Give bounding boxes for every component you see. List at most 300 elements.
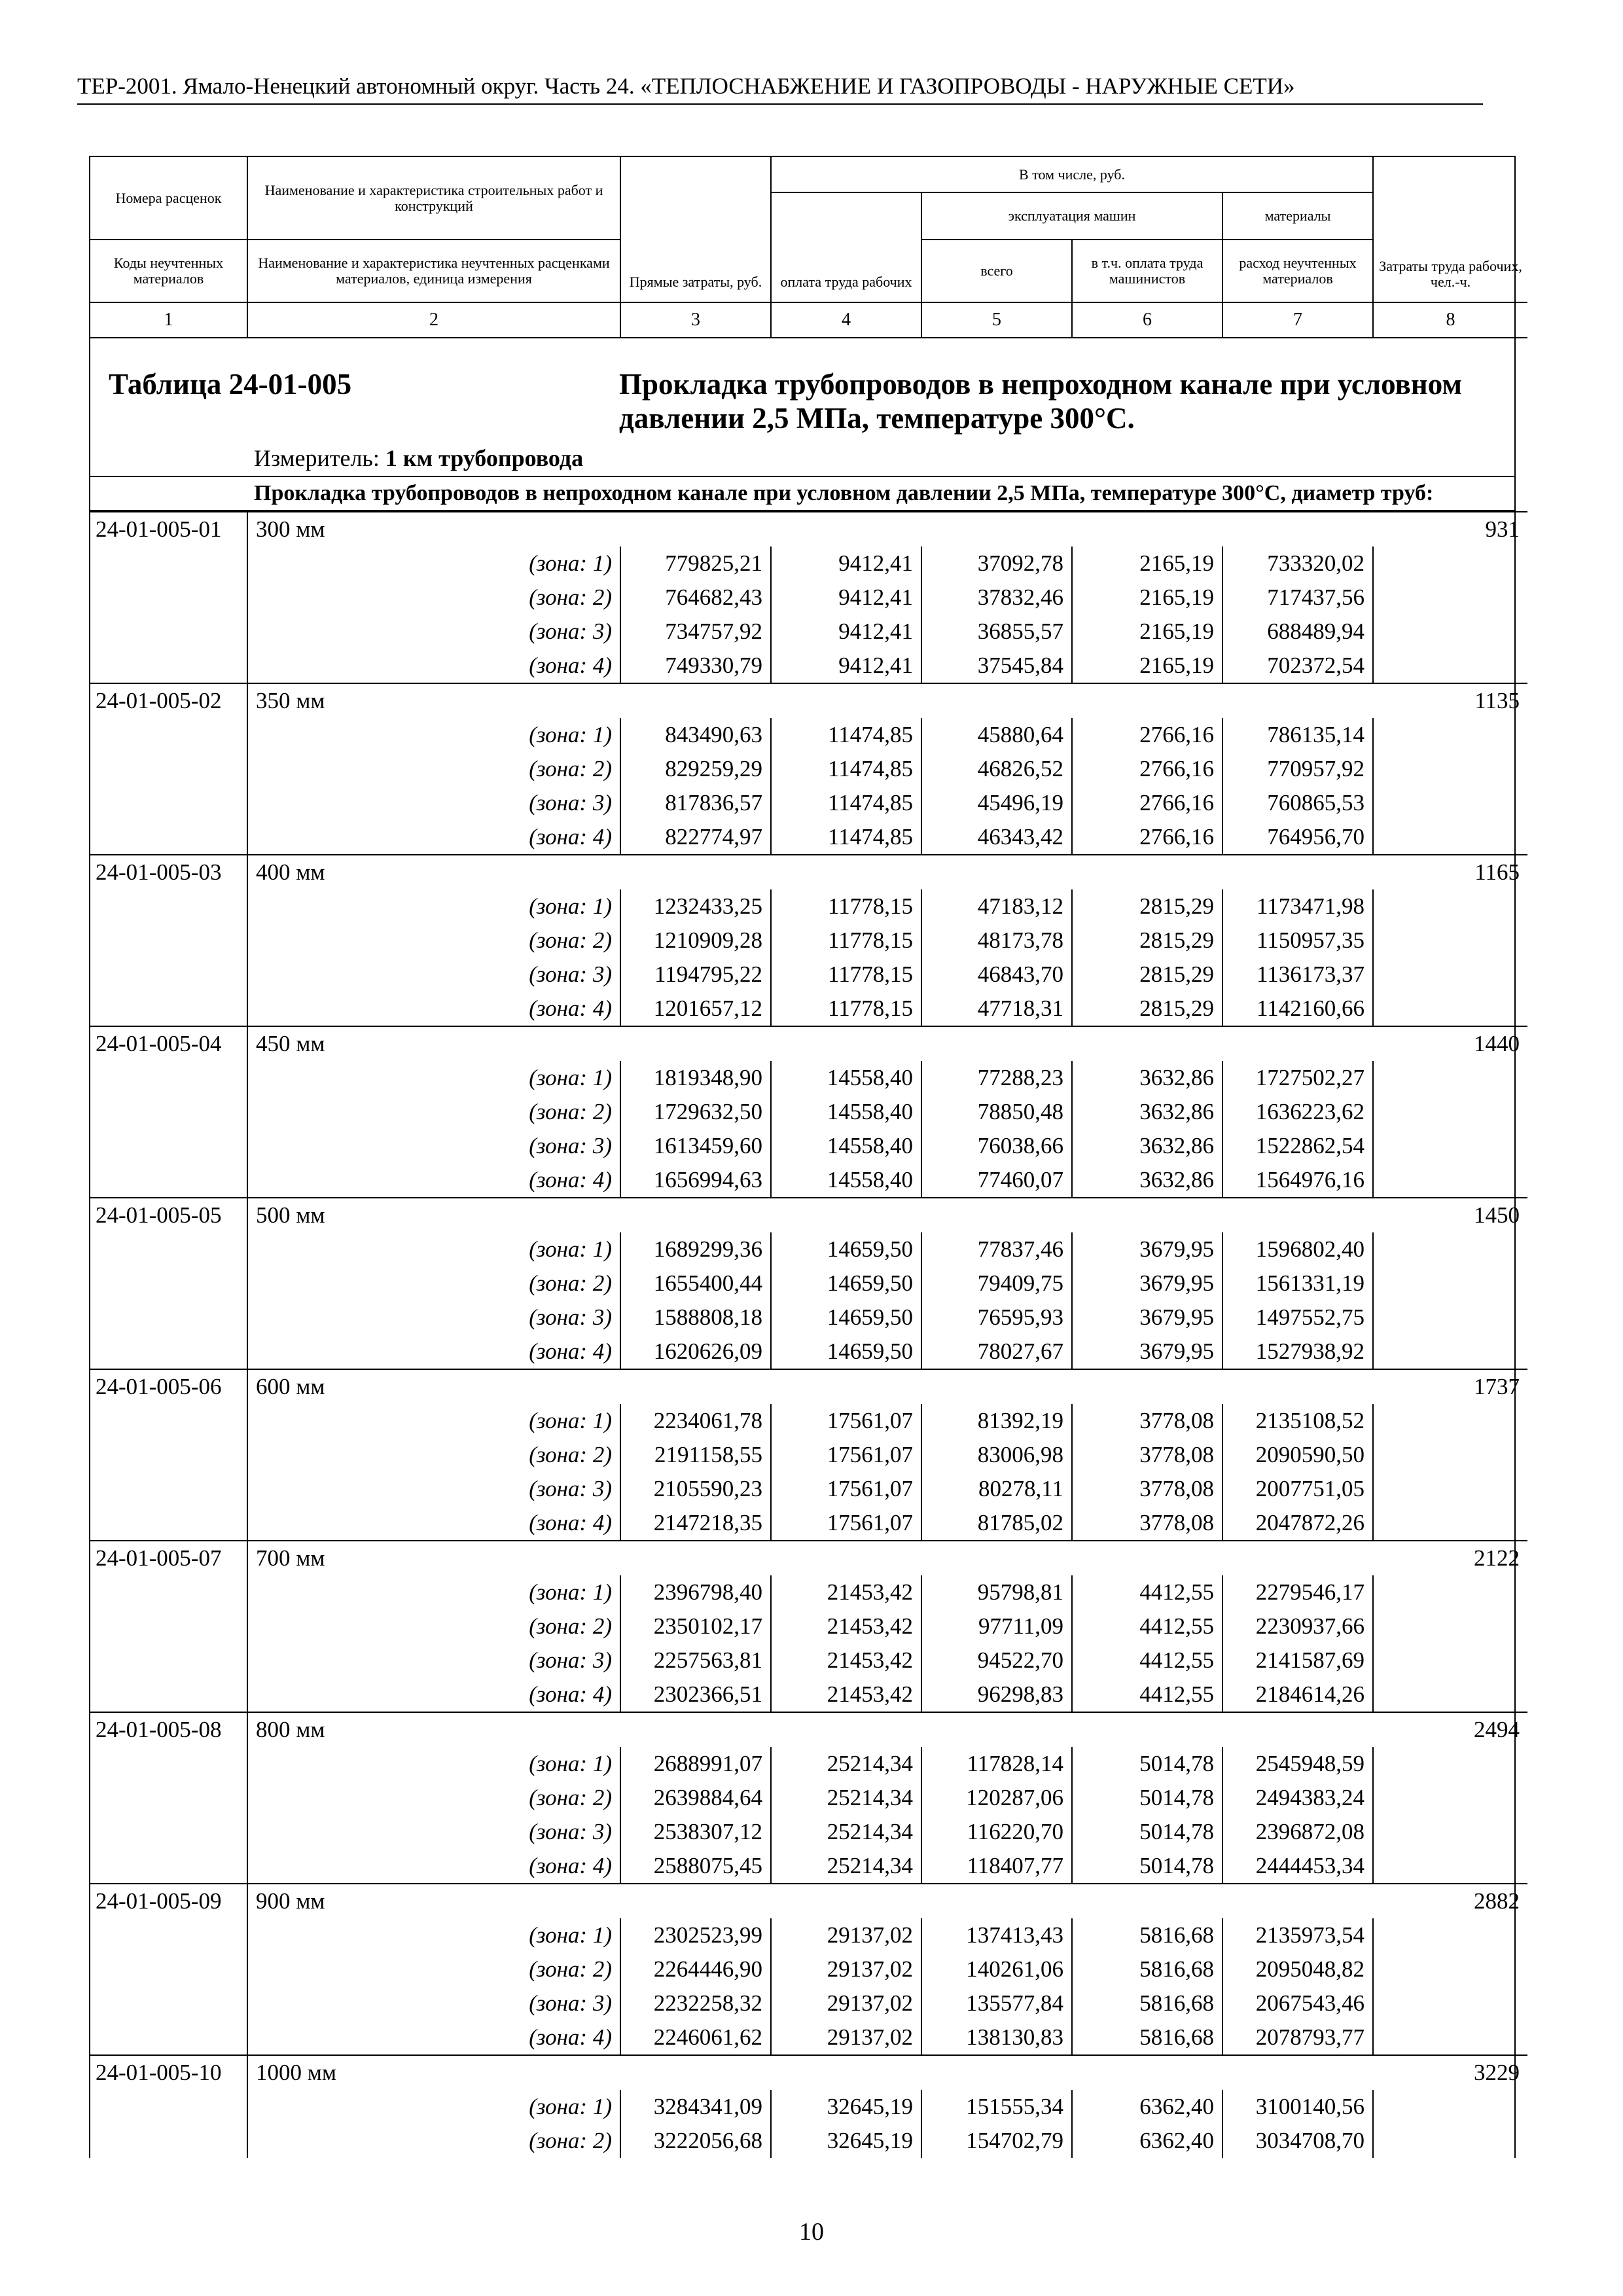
price-code: 24-01-005-03 bbox=[90, 855, 247, 889]
machines-total: 47183,12 bbox=[921, 889, 1072, 924]
materials-cost: 702372,54 bbox=[1222, 649, 1373, 683]
work-name: 800 мм bbox=[247, 1712, 620, 1747]
page-number: 10 bbox=[799, 2218, 824, 2246]
machines-pay: 5816,68 bbox=[1072, 2020, 1222, 2055]
zone-row bbox=[90, 1918, 1527, 1952]
labor-pay: 21453,42 bbox=[771, 1643, 921, 1677]
machines-pay: 2165,19 bbox=[1072, 649, 1222, 683]
materials-cost: 1173471,98 bbox=[1222, 889, 1373, 924]
labor-pay: 14558,40 bbox=[771, 1095, 921, 1129]
col-number: 2 bbox=[247, 302, 620, 338]
col-direct: Прямые затраты, руб. bbox=[620, 157, 771, 302]
labor-cost: 1440 bbox=[1373, 1026, 1527, 1061]
direct-cost: 779825,21 bbox=[620, 547, 771, 581]
labor-pay: 32645,19 bbox=[771, 2124, 921, 2158]
direct-cost: 1819348,90 bbox=[620, 1061, 771, 1095]
price-table bbox=[89, 156, 1522, 2158]
direct-cost: 2234061,78 bbox=[620, 1404, 771, 1438]
labor-pay: 11474,85 bbox=[771, 752, 921, 786]
machines-pay: 3778,08 bbox=[1072, 1472, 1222, 1506]
direct-cost: 2105590,23 bbox=[620, 1472, 771, 1506]
machines-total: 94522,70 bbox=[921, 1643, 1072, 1677]
machines-pay: 4412,55 bbox=[1072, 1643, 1222, 1677]
zone-row bbox=[90, 615, 1527, 649]
labor-cost: 2882 bbox=[1373, 1884, 1527, 1918]
col-materials: материалы bbox=[1222, 192, 1373, 240]
labor-pay: 11474,85 bbox=[771, 820, 921, 855]
machines-pay: 2766,16 bbox=[1072, 752, 1222, 786]
machines-pay: 3632,86 bbox=[1072, 1163, 1222, 1198]
machines-total: 80278,11 bbox=[921, 1472, 1072, 1506]
labor-pay: 25214,34 bbox=[771, 1849, 921, 1884]
price-item-row bbox=[90, 512, 1527, 547]
direct-cost: 1210909,28 bbox=[620, 924, 771, 958]
machines-pay: 3632,86 bbox=[1072, 1095, 1222, 1129]
materials-cost: 2494383,24 bbox=[1222, 1781, 1373, 1815]
direct-cost: 2639884,64 bbox=[620, 1781, 771, 1815]
col-labor-cost: Затраты труда рабочих, чел.-ч. bbox=[1373, 157, 1527, 302]
zone-label: (зона: 3) bbox=[247, 1472, 620, 1506]
labor-pay: 11474,85 bbox=[771, 786, 921, 820]
machines-total: 135577,84 bbox=[921, 1986, 1072, 2020]
zone-label: (зона: 3) bbox=[247, 1129, 620, 1163]
materials-cost: 3034708,70 bbox=[1222, 2124, 1373, 2158]
price-code: 24-01-005-07 bbox=[90, 1541, 247, 1575]
zone-label: (зона: 4) bbox=[247, 1163, 620, 1198]
machines-total: 76038,66 bbox=[921, 1129, 1072, 1163]
materials-cost: 2396872,08 bbox=[1222, 1815, 1373, 1849]
zone-label: (зона: 3) bbox=[247, 786, 620, 820]
materials-cost: 770957,92 bbox=[1222, 752, 1373, 786]
machines-pay: 2766,16 bbox=[1072, 820, 1222, 855]
machines-total: 83006,98 bbox=[921, 1438, 1072, 1472]
machines-pay: 5816,68 bbox=[1072, 1952, 1222, 1986]
zone-label: (зона: 4) bbox=[247, 1849, 620, 1884]
col-name-bottom: Наименование и характеристика неучтенных расценками материалов, единица измерения bbox=[247, 240, 620, 302]
table-title-block bbox=[90, 338, 1514, 477]
direct-cost: 2350102,17 bbox=[620, 1609, 771, 1643]
col-number: 8 bbox=[1373, 302, 1527, 338]
direct-cost: 1588808,18 bbox=[620, 1300, 771, 1335]
work-name: 400 мм bbox=[247, 855, 620, 889]
zone-row bbox=[90, 1404, 1527, 1438]
col-machines-total: всего bbox=[921, 240, 1072, 302]
machines-pay: 2766,16 bbox=[1072, 786, 1222, 820]
labor-pay: 17561,07 bbox=[771, 1506, 921, 1541]
zone-label: (зона: 1) bbox=[247, 1232, 620, 1266]
machines-pay: 5816,68 bbox=[1072, 1918, 1222, 1952]
machines-total: 154702,79 bbox=[921, 2124, 1072, 2158]
zone-label: (зона: 1) bbox=[247, 1404, 620, 1438]
machines-total: 45496,19 bbox=[921, 786, 1072, 820]
materials-cost: 2444453,34 bbox=[1222, 1849, 1373, 1884]
materials-cost: 688489,94 bbox=[1222, 615, 1373, 649]
machines-total: 37545,84 bbox=[921, 649, 1072, 683]
labor-pay: 14558,40 bbox=[771, 1163, 921, 1198]
labor-cost: 2122 bbox=[1373, 1541, 1527, 1575]
direct-cost: 3222056,68 bbox=[620, 2124, 771, 2158]
zone-row bbox=[90, 2090, 1527, 2124]
machines-pay: 2815,29 bbox=[1072, 958, 1222, 992]
direct-cost: 2232258,32 bbox=[620, 1986, 771, 2020]
price-item-row bbox=[90, 1884, 1527, 1918]
labor-pay: 29137,02 bbox=[771, 2020, 921, 2055]
materials-cost: 2067543,46 bbox=[1222, 1986, 1373, 2020]
work-name: 1000 мм bbox=[247, 2055, 620, 2090]
zone-label: (зона: 3) bbox=[247, 1643, 620, 1677]
zone-label: (зона: 2) bbox=[247, 1095, 620, 1129]
labor-cost: 2494 bbox=[1373, 1712, 1527, 1747]
machines-total: 77460,07 bbox=[921, 1163, 1072, 1198]
zone-row bbox=[90, 1095, 1527, 1129]
col-labor-pay: оплата труда рабочих bbox=[771, 192, 921, 302]
zone-label: (зона: 4) bbox=[247, 1506, 620, 1541]
labor-pay: 29137,02 bbox=[771, 1952, 921, 1986]
work-name: 700 мм bbox=[247, 1541, 620, 1575]
machines-pay: 2165,19 bbox=[1072, 581, 1222, 615]
direct-cost: 817836,57 bbox=[620, 786, 771, 820]
materials-cost: 1497552,75 bbox=[1222, 1300, 1373, 1335]
labor-pay: 21453,42 bbox=[771, 1677, 921, 1712]
machines-total: 81785,02 bbox=[921, 1506, 1072, 1541]
machines-total: 37832,46 bbox=[921, 581, 1072, 615]
direct-cost: 734757,92 bbox=[620, 615, 771, 649]
table-caption: Прокладка трубопроводов в непроходном канале при условном давлении 2,5 МПа, температуре 300°С. bbox=[619, 368, 1463, 435]
zone-row bbox=[90, 992, 1527, 1026]
work-name: 900 мм bbox=[247, 1884, 620, 1918]
machines-total: 45880,64 bbox=[921, 718, 1072, 752]
machines-total: 48173,78 bbox=[921, 924, 1072, 958]
labor-pay: 14659,50 bbox=[771, 1266, 921, 1300]
price-item-row bbox=[90, 1198, 1527, 1232]
machines-total: 137413,43 bbox=[921, 1918, 1072, 1952]
work-name: 350 мм bbox=[247, 683, 620, 718]
labor-pay: 9412,41 bbox=[771, 615, 921, 649]
machines-pay: 5014,78 bbox=[1072, 1747, 1222, 1781]
materials-cost: 1561331,19 bbox=[1222, 1266, 1373, 1300]
zone-label: (зона: 4) bbox=[247, 820, 620, 855]
materials-cost: 2007751,05 bbox=[1222, 1472, 1373, 1506]
zone-row bbox=[90, 1575, 1527, 1609]
zone-label: (зона: 1) bbox=[247, 547, 620, 581]
machines-total: 151555,34 bbox=[921, 2090, 1072, 2124]
materials-cost: 1136173,37 bbox=[1222, 958, 1373, 992]
zone-label: (зона: 4) bbox=[247, 1335, 620, 1369]
machines-total: 81392,19 bbox=[921, 1404, 1072, 1438]
zone-row bbox=[90, 1815, 1527, 1849]
machines-pay: 4412,55 bbox=[1072, 1677, 1222, 1712]
direct-cost: 822774,97 bbox=[620, 820, 771, 855]
price-item-row bbox=[90, 683, 1527, 718]
direct-cost: 1655400,44 bbox=[620, 1266, 771, 1300]
zone-row bbox=[90, 1335, 1527, 1369]
labor-cost: 1135 bbox=[1373, 683, 1527, 718]
materials-cost: 1142160,66 bbox=[1222, 992, 1373, 1026]
zone-row bbox=[90, 1300, 1527, 1335]
labor-pay: 25214,34 bbox=[771, 1747, 921, 1781]
materials-cost: 733320,02 bbox=[1222, 547, 1373, 581]
machines-pay: 3778,08 bbox=[1072, 1506, 1222, 1541]
col-number: 4 bbox=[771, 302, 921, 338]
price-code: 24-01-005-01 bbox=[90, 512, 247, 547]
machines-total: 46826,52 bbox=[921, 752, 1072, 786]
zone-row bbox=[90, 1061, 1527, 1095]
direct-cost: 2257563,81 bbox=[620, 1643, 771, 1677]
materials-cost: 786135,14 bbox=[1222, 718, 1373, 752]
materials-cost: 1596802,40 bbox=[1222, 1232, 1373, 1266]
work-name: 300 мм bbox=[247, 512, 620, 547]
materials-cost: 1150957,35 bbox=[1222, 924, 1373, 958]
machines-pay: 2165,19 bbox=[1072, 615, 1222, 649]
direct-cost: 1232433,25 bbox=[620, 889, 771, 924]
zone-label: (зона: 1) bbox=[247, 889, 620, 924]
zone-label: (зона: 1) bbox=[247, 2090, 620, 2124]
zone-row bbox=[90, 889, 1527, 924]
zone-label: (зона: 1) bbox=[247, 1061, 620, 1095]
direct-cost: 2302366,51 bbox=[620, 1677, 771, 1712]
col-materials-unaccounted: расход неучтенных материалов bbox=[1222, 240, 1373, 302]
machines-total: 36855,57 bbox=[921, 615, 1072, 649]
section-heading: Прокладка трубопроводов в непроходном канале при условном давлении 2,5 МПа, температуре 300°С, диаметр труб: bbox=[90, 477, 1514, 511]
labor-pay: 11474,85 bbox=[771, 718, 921, 752]
machines-pay: 3632,86 bbox=[1072, 1129, 1222, 1163]
direct-cost: 829259,29 bbox=[620, 752, 771, 786]
machines-pay: 5014,78 bbox=[1072, 1781, 1222, 1815]
zone-row bbox=[90, 1163, 1527, 1198]
col-codes-bottom: Коды неучтенных материалов bbox=[90, 240, 247, 302]
machines-pay: 3679,95 bbox=[1072, 1266, 1222, 1300]
zone-label: (зона: 2) bbox=[247, 1952, 620, 1986]
col-name-top: Наименование и характеристика строительных работ и конструкций bbox=[247, 157, 620, 240]
zone-row bbox=[90, 958, 1527, 992]
machines-pay: 3679,95 bbox=[1072, 1335, 1222, 1369]
machines-pay: 2165,19 bbox=[1072, 547, 1222, 581]
direct-cost: 2246061,62 bbox=[620, 2020, 771, 2055]
materials-cost: 2141587,69 bbox=[1222, 1643, 1373, 1677]
machines-total: 47718,31 bbox=[921, 992, 1072, 1026]
materials-cost: 2047872,26 bbox=[1222, 1506, 1373, 1541]
machines-pay: 6362,40 bbox=[1072, 2090, 1222, 2124]
zone-row bbox=[90, 1986, 1527, 2020]
machines-total: 95798,81 bbox=[921, 1575, 1072, 1609]
labor-pay: 21453,42 bbox=[771, 1609, 921, 1643]
machines-pay: 3778,08 bbox=[1072, 1404, 1222, 1438]
zone-row bbox=[90, 1438, 1527, 1472]
machines-total: 117828,14 bbox=[921, 1747, 1072, 1781]
col-number: 6 bbox=[1072, 302, 1222, 338]
machines-total: 138130,83 bbox=[921, 2020, 1072, 2055]
labor-pay: 21453,42 bbox=[771, 1575, 921, 1609]
zone-label: (зона: 3) bbox=[247, 958, 620, 992]
machines-total: 76595,93 bbox=[921, 1300, 1072, 1335]
materials-cost: 1727502,27 bbox=[1222, 1061, 1373, 1095]
direct-cost: 1620626,09 bbox=[620, 1335, 771, 1369]
direct-cost: 2538307,12 bbox=[620, 1815, 771, 1849]
col-number: 7 bbox=[1222, 302, 1373, 338]
labor-cost: 1737 bbox=[1373, 1369, 1527, 1404]
machines-total: 37092,78 bbox=[921, 547, 1072, 581]
labor-pay: 17561,07 bbox=[771, 1472, 921, 1506]
machines-total: 77837,46 bbox=[921, 1232, 1072, 1266]
meter-line bbox=[254, 444, 583, 472]
direct-cost: 3284341,09 bbox=[620, 2090, 771, 2124]
labor-pay: 11778,15 bbox=[771, 992, 921, 1026]
price-item-row bbox=[90, 1026, 1527, 1061]
labor-cost: 1450 bbox=[1373, 1198, 1527, 1232]
machines-total: 46343,42 bbox=[921, 820, 1072, 855]
table-header bbox=[90, 157, 1527, 338]
work-name: 500 мм bbox=[247, 1198, 620, 1232]
materials-cost: 2184614,26 bbox=[1222, 1677, 1373, 1712]
materials-cost: 1564976,16 bbox=[1222, 1163, 1373, 1198]
zone-row bbox=[90, 547, 1527, 581]
zone-row bbox=[90, 1781, 1527, 1815]
direct-cost: 2147218,35 bbox=[620, 1506, 771, 1541]
machines-total: 120287,06 bbox=[921, 1781, 1072, 1815]
direct-cost: 1201657,12 bbox=[620, 992, 771, 1026]
labor-pay: 32645,19 bbox=[771, 2090, 921, 2124]
labor-cost: 1165 bbox=[1373, 855, 1527, 889]
zone-label: (зона: 3) bbox=[247, 1300, 620, 1335]
direct-cost: 1689299,36 bbox=[620, 1232, 771, 1266]
materials-cost: 1522862,54 bbox=[1222, 1129, 1373, 1163]
direct-cost: 2588075,45 bbox=[620, 1849, 771, 1884]
col-in-total: В том числе, руб. bbox=[771, 157, 1373, 192]
labor-pay: 14659,50 bbox=[771, 1300, 921, 1335]
labor-pay: 14558,40 bbox=[771, 1129, 921, 1163]
machines-pay: 5816,68 bbox=[1072, 1986, 1222, 2020]
machines-pay: 2815,29 bbox=[1072, 889, 1222, 924]
materials-cost: 2135973,54 bbox=[1222, 1918, 1373, 1952]
price-code: 24-01-005-09 bbox=[90, 1884, 247, 1918]
meter-value: 1 км трубопровода bbox=[385, 445, 584, 471]
work-name: 600 мм bbox=[247, 1369, 620, 1404]
machines-pay: 4412,55 bbox=[1072, 1609, 1222, 1643]
direct-cost: 2396798,40 bbox=[620, 1575, 771, 1609]
labor-pay: 14659,50 bbox=[771, 1335, 921, 1369]
zone-row bbox=[90, 1232, 1527, 1266]
labor-pay: 29137,02 bbox=[771, 1986, 921, 2020]
materials-cost: 2095048,82 bbox=[1222, 1952, 1373, 1986]
machines-pay: 5014,78 bbox=[1072, 1849, 1222, 1884]
price-item-row bbox=[90, 2055, 1527, 2090]
price-item-row bbox=[90, 855, 1527, 889]
materials-cost: 2545948,59 bbox=[1222, 1747, 1373, 1781]
zone-row bbox=[90, 2124, 1527, 2158]
labor-pay: 9412,41 bbox=[771, 581, 921, 615]
labor-cost: 931 bbox=[1373, 512, 1527, 547]
zone-label: (зона: 2) bbox=[247, 2124, 620, 2158]
zone-row bbox=[90, 752, 1527, 786]
machines-pay: 3679,95 bbox=[1072, 1300, 1222, 1335]
labor-pay: 11778,15 bbox=[771, 924, 921, 958]
machines-total: 116220,70 bbox=[921, 1815, 1072, 1849]
col-number: 5 bbox=[921, 302, 1072, 338]
materials-cost: 1636223,62 bbox=[1222, 1095, 1373, 1129]
machines-pay: 3679,95 bbox=[1072, 1232, 1222, 1266]
materials-cost: 2230937,66 bbox=[1222, 1609, 1373, 1643]
zone-label: (зона: 3) bbox=[247, 1815, 620, 1849]
zone-label: (зона: 4) bbox=[247, 2020, 620, 2055]
machines-total: 78027,67 bbox=[921, 1335, 1072, 1369]
direct-cost: 1613459,60 bbox=[620, 1129, 771, 1163]
zone-row bbox=[90, 1609, 1527, 1643]
materials-cost: 764956,70 bbox=[1222, 820, 1373, 855]
machines-pay: 3632,86 bbox=[1072, 1061, 1222, 1095]
price-code: 24-01-005-10 bbox=[90, 2055, 247, 2090]
col-machines-pay: в т.ч. оплата труда машинистов bbox=[1072, 240, 1222, 302]
direct-cost: 2264446,90 bbox=[620, 1952, 771, 1986]
direct-cost: 1656994,63 bbox=[620, 1163, 771, 1198]
materials-cost: 2078793,77 bbox=[1222, 2020, 1373, 2055]
zone-label: (зона: 2) bbox=[247, 581, 620, 615]
machines-total: 118407,77 bbox=[921, 1849, 1072, 1884]
zone-row bbox=[90, 1129, 1527, 1163]
direct-cost: 749330,79 bbox=[620, 649, 771, 683]
zone-row bbox=[90, 1677, 1527, 1712]
labor-pay: 25214,34 bbox=[771, 1781, 921, 1815]
machines-total: 78850,48 bbox=[921, 1095, 1072, 1129]
zone-label: (зона: 4) bbox=[247, 1677, 620, 1712]
labor-pay: 9412,41 bbox=[771, 649, 921, 683]
zone-label: (зона: 3) bbox=[247, 1986, 620, 2020]
materials-cost: 2279546,17 bbox=[1222, 1575, 1373, 1609]
zone-row bbox=[90, 1849, 1527, 1884]
machines-total: 96298,83 bbox=[921, 1677, 1072, 1712]
labor-pay: 29137,02 bbox=[771, 1918, 921, 1952]
price-item-row bbox=[90, 1541, 1527, 1575]
zone-label: (зона: 1) bbox=[247, 718, 620, 752]
col-number: 1 bbox=[90, 302, 247, 338]
zone-label: (зона: 4) bbox=[247, 649, 620, 683]
machines-pay: 6362,40 bbox=[1072, 2124, 1222, 2158]
machines-total: 79409,75 bbox=[921, 1266, 1072, 1300]
materials-cost: 3100140,56 bbox=[1222, 2090, 1373, 2124]
direct-cost: 2688991,07 bbox=[620, 1747, 771, 1781]
zone-row bbox=[90, 1506, 1527, 1541]
machines-pay: 3778,08 bbox=[1072, 1438, 1222, 1472]
labor-pay: 17561,07 bbox=[771, 1404, 921, 1438]
machines-pay: 2766,16 bbox=[1072, 718, 1222, 752]
labor-pay: 9412,41 bbox=[771, 547, 921, 581]
zone-row bbox=[90, 718, 1527, 752]
machines-pay: 2815,29 bbox=[1072, 924, 1222, 958]
price-item-row bbox=[90, 1369, 1527, 1404]
zone-row bbox=[90, 2020, 1527, 2055]
price-code: 24-01-005-06 bbox=[90, 1369, 247, 1404]
zone-row bbox=[90, 820, 1527, 855]
meter-label: Измеритель: bbox=[254, 445, 380, 471]
labor-pay: 11778,15 bbox=[771, 889, 921, 924]
zone-label: (зона: 2) bbox=[247, 924, 620, 958]
materials-cost: 2135108,52 bbox=[1222, 1404, 1373, 1438]
materials-cost: 2090590,50 bbox=[1222, 1438, 1373, 1472]
zone-label: (зона: 2) bbox=[247, 1781, 620, 1815]
materials-cost: 760865,53 bbox=[1222, 786, 1373, 820]
zone-label: (зона: 3) bbox=[247, 615, 620, 649]
zone-row bbox=[90, 1952, 1527, 1986]
zone-row bbox=[90, 649, 1527, 683]
machines-pay: 2815,29 bbox=[1072, 992, 1222, 1026]
zone-row bbox=[90, 1472, 1527, 1506]
price-code: 24-01-005-08 bbox=[90, 1712, 247, 1747]
price-item-row bbox=[90, 1712, 1527, 1747]
zone-label: (зона: 1) bbox=[247, 1918, 620, 1952]
labor-pay: 11778,15 bbox=[771, 958, 921, 992]
direct-cost: 2302523,99 bbox=[620, 1918, 771, 1952]
zone-label: (зона: 2) bbox=[247, 1609, 620, 1643]
work-name: 450 мм bbox=[247, 1026, 620, 1061]
